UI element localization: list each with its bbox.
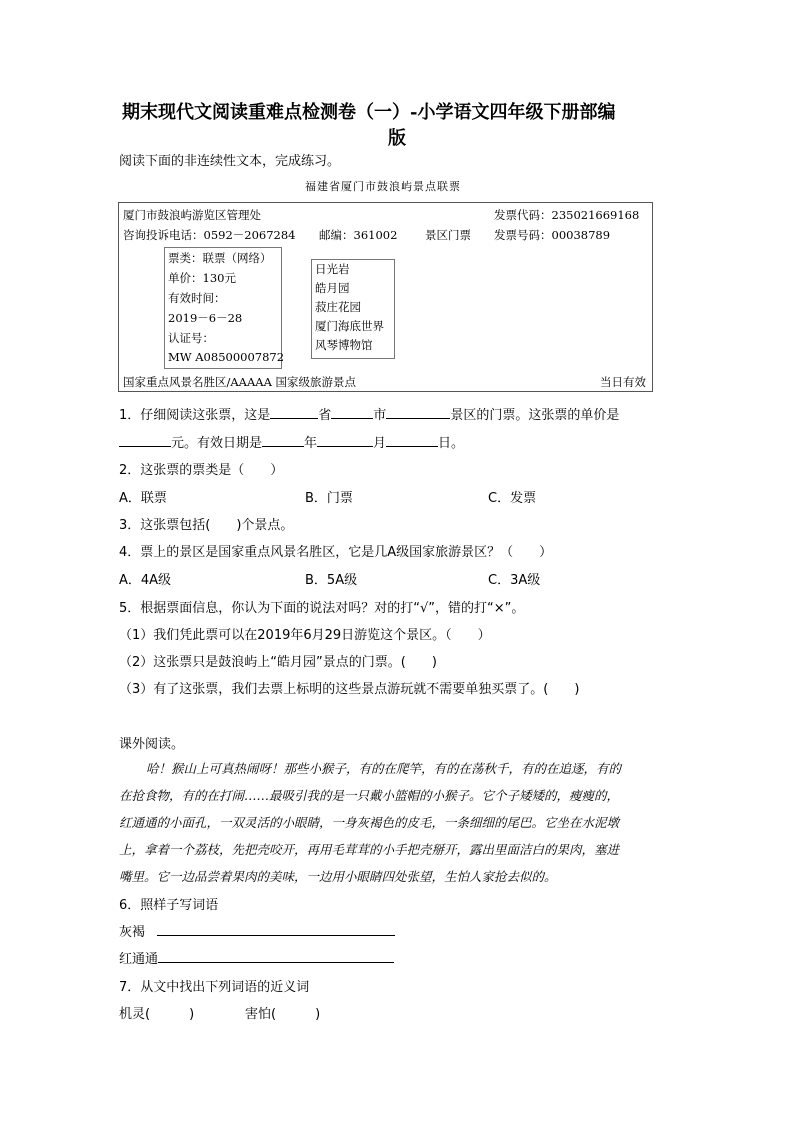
ticket-postcode: 邮编：361002	[319, 228, 398, 242]
answer-blank[interactable]	[262, 432, 304, 447]
ticket	[118, 202, 653, 392]
answer-blank[interactable]	[119, 432, 171, 447]
ticket-valid-label: 有效时间：	[168, 291, 226, 305]
ticket-spot: 日光岩	[315, 262, 350, 276]
q4-stem: 4．票上的景区是国家重点风景名胜区，它是几A级国家旅游景区？（ ）	[119, 545, 553, 560]
doc-title-line1: 期末现代文阅读重难点检测卷（一）-小学语文四年级下册部编	[122, 102, 616, 123]
q1-text: 月	[373, 436, 387, 451]
q5-statement-2: （2）这张票只是鼓浪屿上“皓月园”景点的门票。( )	[119, 655, 437, 670]
q7-item-1[interactable]: 机灵( )	[119, 1007, 195, 1022]
ticket-phone: 咨询投诉电话：0592－2067284	[123, 228, 296, 242]
q2-option-c[interactable]: C．发票	[488, 491, 537, 506]
instruction: 阅读下面的非连续性文本，完成练习。	[119, 154, 341, 169]
ticket-footer-right: 当日有效	[600, 375, 646, 389]
answer-blank[interactable]	[386, 432, 438, 447]
ticket-type: 票类：联票（网络）	[168, 251, 272, 265]
q5-statement-1: （1）我们凭此票可以在2019年6月29日游览这个景区。（ ）	[119, 628, 491, 643]
q6-word: 灰褐	[119, 925, 146, 940]
ticket-caption: 福建省厦门市鼓浪屿景点联票	[305, 180, 461, 193]
q4-option-a[interactable]: A．4A级	[119, 573, 172, 588]
q2-stem: 2．这张票的票类是（ ）	[119, 463, 284, 478]
doc-title-line2: 版	[388, 128, 406, 149]
ticket-spot: 菽庄花园	[315, 300, 361, 314]
q1-text: 1．仔细阅读这张票，这是	[119, 408, 271, 423]
reading-line: 嘴里。它一边品尝着果肉的美味，一边用小眼睛四处张望，生怕人家抢去似的。	[119, 869, 557, 884]
answer-line[interactable]	[157, 921, 395, 936]
answer-blank[interactable]	[270, 404, 318, 419]
q1-line1	[119, 404, 619, 423]
ticket-cert-no: MW A08500007872	[168, 350, 285, 364]
q1-line2	[119, 432, 464, 451]
ticket-issuer: 厦门市鼓浪屿游览区管理处	[123, 208, 261, 222]
q1-text: 日。	[438, 436, 465, 451]
ticket-invoice-code: 发票代码：235021669168	[494, 208, 640, 222]
ticket-valid-date: 2019－6－28	[168, 311, 243, 325]
q5-stem: 5．根据票面信息，你认为下面的说法对吗？对的打“√”，错的打“×”。	[119, 601, 525, 616]
q1-text: 市	[373, 408, 387, 423]
answer-line[interactable]	[158, 948, 394, 963]
ticket-gate: 景区门票	[425, 228, 471, 242]
ticket-spot: 风琴博物馆	[315, 338, 373, 352]
reading-line: 在抢食物，有的在打闹……最吸引我的是一只戴小篮帽的小猴子。它个子矮矮的，瘦瘦的，	[119, 788, 620, 803]
q1-text: 元。有效日期是	[171, 436, 263, 451]
q6-row-1	[119, 921, 395, 940]
q3-stem: 3．这张票包括( )个景点。	[119, 518, 294, 533]
answer-blank[interactable]	[331, 404, 373, 419]
ticket-invoice-no: 发票号码：00038789	[494, 228, 611, 242]
q6-word: 红通通	[119, 952, 159, 967]
ticket-spot: 厦门海底世界	[315, 319, 384, 333]
ticket-cert-label: 认证号：	[168, 331, 214, 345]
answer-blank[interactable]	[317, 432, 373, 447]
q1-text: 年	[304, 436, 318, 451]
ticket-spot: 皓月园	[315, 281, 350, 295]
reading-line: 上，拿着一个荔枝，先把壳咬开，再用毛茸茸的小手把壳掰开，露出里面洁白的果肉，塞进	[119, 842, 620, 857]
q2-option-b[interactable]: B．门票	[305, 491, 353, 506]
q1-text: 景区的门票。这张票的单价是	[450, 408, 620, 423]
q5-statement-3: （3）有了这张票，我们去票上标明的这些景点游玩就不需要单独买票了。( )	[119, 682, 580, 697]
q4-option-b[interactable]: B．5A级	[305, 573, 358, 588]
ticket-price: 单价：130元	[168, 271, 236, 285]
q1-text: 省	[318, 408, 332, 423]
q7-item-2[interactable]: 害怕( )	[245, 1007, 321, 1022]
ticket-info-box	[164, 247, 285, 369]
reading-line: 哈！猴山上可真热闹呀！那些小猴子，有的在爬竿，有的在荡秋千，有的在追逐，有的	[146, 761, 622, 776]
ticket-footer-left: 国家重点风景名胜区/AAAAA 国家级旅游景点	[123, 375, 357, 389]
answer-blank[interactable]	[386, 404, 450, 419]
q6-row-2	[119, 948, 394, 967]
reading-line: 红通通的小面孔，一双灵活的小眼睛，一身灰褐色的皮毛，一条细细的尾巴。它坐在水泥墩	[119, 815, 620, 830]
ticket-spots-box	[311, 259, 395, 359]
q2-option-a[interactable]: A．联票	[119, 491, 167, 506]
q4-option-c[interactable]: C．3A级	[488, 573, 541, 588]
q6-stem: 6．照样子写词语	[119, 898, 219, 913]
q7-stem: 7．从文中找出下列词语的近义词	[119, 980, 310, 995]
reading-heading: 课外阅读。	[119, 737, 185, 752]
